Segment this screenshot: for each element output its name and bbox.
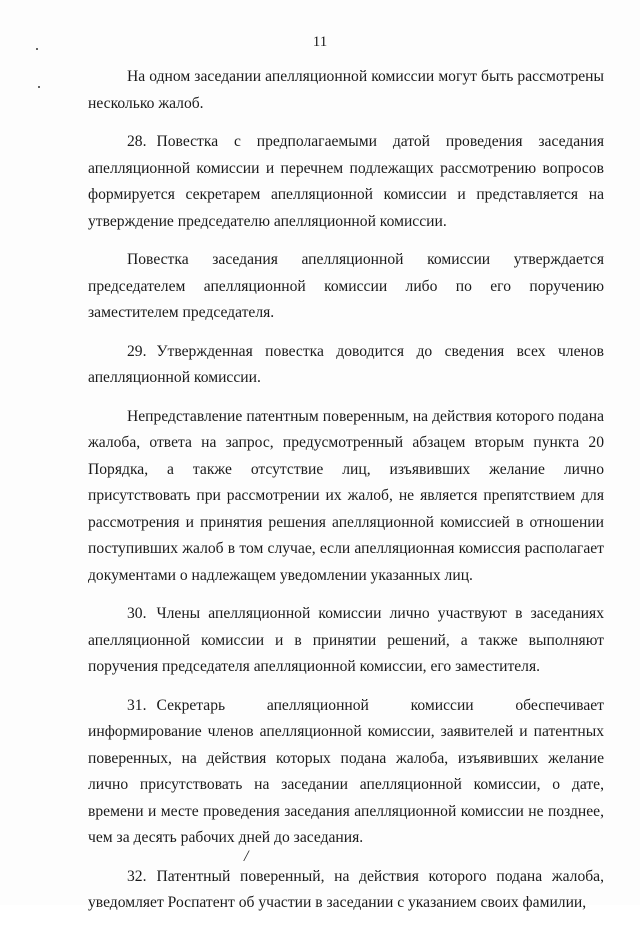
paragraph-text: Утвержденная повестка доводится до сведения всех членов апелляционной комиссии. — [88, 342, 604, 386]
paragraph-number: 28. — [127, 133, 147, 150]
paragraph-30 — [88, 601, 604, 681]
paragraph-number: 30. — [127, 605, 147, 622]
paragraph — [88, 247, 604, 327]
paragraph-text: Патентный поверенный, на действия которого подана жалоба, уведомляет Роспатент об участии в заседании с указанием своих фамилии, — [88, 867, 604, 911]
paragraph-29 — [88, 339, 604, 392]
paragraph-28 — [88, 129, 604, 235]
paragraph — [88, 64, 604, 117]
scan-speck — [38, 86, 40, 88]
document-body — [88, 64, 604, 929]
paragraph-text: Секретарь апелляционной комиссии обеспечивает информирование членов апелляционной комиссии, заявителей и патентных поверенных, на действия которых подана жалоба, изъявивших желание лично присутствовать на заседании апелляционной комиссии, о дате, времени и месте проведения заседания апелляционной комиссии не позднее, чем за десять рабочих дней до заседания. — [88, 696, 604, 846]
paragraph-number: 31. — [127, 696, 147, 714]
paragraph-text: Непредставление патентным поверенным, на действия которого подана жалоба, ответа на запрос, предусмотренный абзацем вторым пункта 20 Порядка, а также отсутствие лиц, изъявивших желание лично присутствовать при рассмотрении их жалоб, не является препятствием для рассмотрения и принятия решения апелляционной комиссией в отношении поступивших жалоб в том случае, если апелляционная комиссия располагает документами о надлежащем уведомлении указанных лиц. — [88, 407, 604, 584]
paragraph-number: 32. — [127, 867, 147, 885]
paragraph-31 — [88, 693, 604, 852]
paragraph-32 — [88, 864, 604, 917]
paragraph-text: Члены апелляционной комиссии лично участвуют в заседаниях апелляционной комиссии и в принятии решений, а также выполняют поручения председателя апелляционной комиссии, его заместителя. — [88, 605, 604, 675]
page-number: 11 — [312, 34, 328, 50]
footer-mark: / — [244, 848, 249, 865]
paragraph — [88, 404, 604, 590]
paragraph-text: На одном заседании апелляционной комиссии могут быть рассмотрены несколько жалоб. — [88, 68, 604, 112]
paragraph-text: Повестка заседания апелляционной комиссии утверждается председателем апелляционной комиссии либо по его поручению заместителем председателя. — [88, 251, 604, 321]
paragraph-text: Повестка с предполагаемыми датой проведения заседания апелляционной комиссии и перечнем подлежащих рассмотрению вопросов формируется секретарем апелляционной комиссии и представляется на утверждение председателю апелляционной комиссии. — [88, 133, 604, 230]
paragraph-number: 29. — [127, 342, 147, 360]
